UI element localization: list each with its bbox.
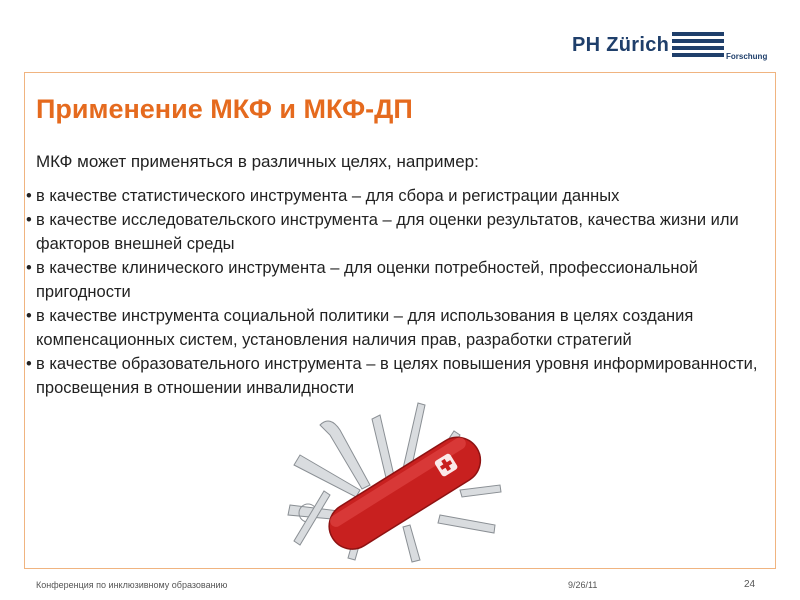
footer-date: 9/26/11: [568, 580, 598, 590]
bullet-dot: •: [26, 211, 32, 229]
bullet-text: в качестве образовательного инструмента – в целях повышения уровня информированности, просвещения в отношении инвалидности: [36, 355, 758, 397]
logo-bars-icon: [672, 32, 724, 62]
list-item: [28, 304, 768, 352]
list-item: [28, 208, 768, 256]
bullet-text: в качестве статистического инструмента – для сбора и регистрации данных: [36, 187, 620, 205]
slide-title: Применение МКФ и МКФ-ДП: [36, 94, 413, 124]
bullet-list: [28, 184, 768, 400]
bullet-text: в качестве исследовательского инструмента – для оценки результатов, качества жизни или факторов внешней среды: [36, 211, 739, 253]
footer-conference: Конференция по инклюзивному образованию: [36, 580, 228, 590]
intro-text: МКФ может применяться в различных целях, например:: [36, 152, 479, 171]
bullet-dot: •: [26, 307, 32, 325]
bullet-dot: •: [26, 355, 32, 373]
frame-left-border: [24, 72, 25, 569]
frame-right-border: [775, 72, 776, 569]
bullet-dot: •: [26, 259, 32, 277]
list-item: [28, 256, 768, 304]
header-divider: [24, 72, 776, 73]
bullet-text: в качестве инструмента социальной политики – для использования в целях создания компенсационных систем, установления наличия прав, разработки стратегий: [36, 307, 694, 349]
list-item: [28, 184, 768, 208]
bullet-dot: •: [26, 187, 32, 205]
page-number: 24: [744, 579, 756, 590]
logo-subtext: Forschung: [726, 52, 768, 61]
footer-divider: [24, 568, 776, 569]
ph-zurich-logo: [572, 20, 768, 68]
swiss-army-knife-image: [260, 395, 520, 565]
logo-text: PH Zürich: [572, 34, 670, 56]
list-item: [28, 352, 768, 400]
bullet-text: в качестве клинического инструмента – для оценки потребностей, профессиональной пригодности: [36, 259, 698, 301]
